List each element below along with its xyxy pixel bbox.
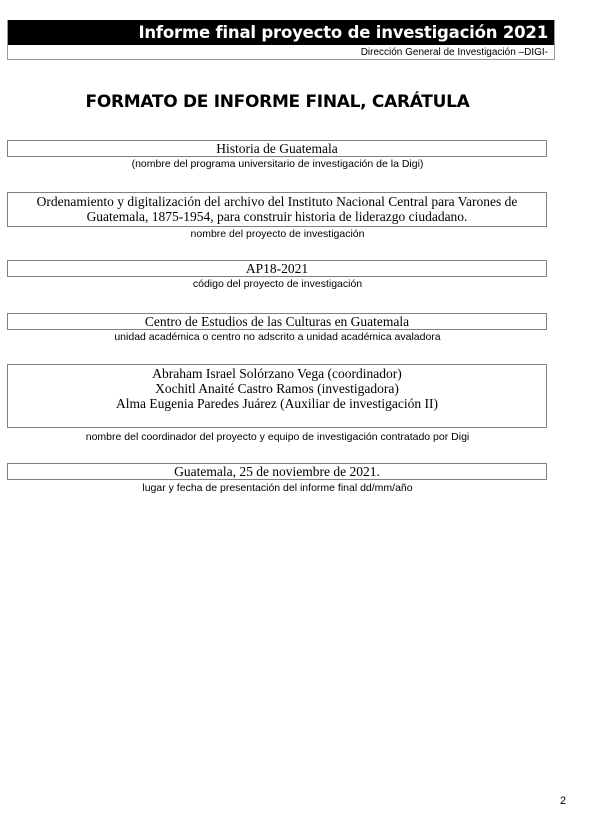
presentation-date: Guatemala, 25 de noviembre de 2021. <box>174 464 380 479</box>
program-caption: (nombre del programa universitario de investigación de la Digi) <box>131 158 424 170</box>
team-member: Abraham Israel Solórzano Vega (coordinador) <box>152 366 402 381</box>
unit-name: Centro de Estudios de las Culturas en Guatemala <box>144 314 410 329</box>
unit-field <box>7 313 547 330</box>
header-subtitle: Dirección General de Investigación –DIGI- <box>360 47 548 58</box>
report-header <box>7 20 555 60</box>
page-number: 2 <box>560 795 567 807</box>
project-code: AP18-2021 <box>245 261 309 276</box>
project-name-line-2: Guatemala, 1875-1954, para construir historia de liderazgo ciudadano. <box>86 209 468 224</box>
project-name-line-1: Ordenamiento y digitalización del archivo del Instituto Nacional Central para Varones de <box>36 194 518 209</box>
document-title: FORMATO DE INFORME FINAL, CARÁTULA <box>85 92 470 112</box>
unit-caption: unidad académica o centro no adscrito a unidad académica avaladora <box>114 331 441 343</box>
team-member: Xochitl Anaité Castro Ramos (investigadora) <box>155 381 399 396</box>
header-title: Informe final proyecto de investigación 2021 <box>8 20 554 45</box>
project-caption: nombre del proyecto de investigación <box>190 228 365 240</box>
code-field <box>7 260 547 277</box>
team-caption: nombre del coordinador del proyecto y equipo de investigación contratado por Digi <box>85 431 470 443</box>
team-field <box>7 364 547 428</box>
date-caption: lugar y fecha de presentación del informe final dd/mm/año <box>142 482 413 494</box>
date-field <box>7 463 547 480</box>
code-caption: código del proyecto de investigación <box>192 278 363 290</box>
team-member: Alma Eugenia Paredes Juárez (Auxiliar de investigación II) <box>115 396 438 411</box>
program-field <box>7 140 547 157</box>
project-field <box>7 192 547 227</box>
program-name: Historia de Guatemala <box>216 141 338 156</box>
